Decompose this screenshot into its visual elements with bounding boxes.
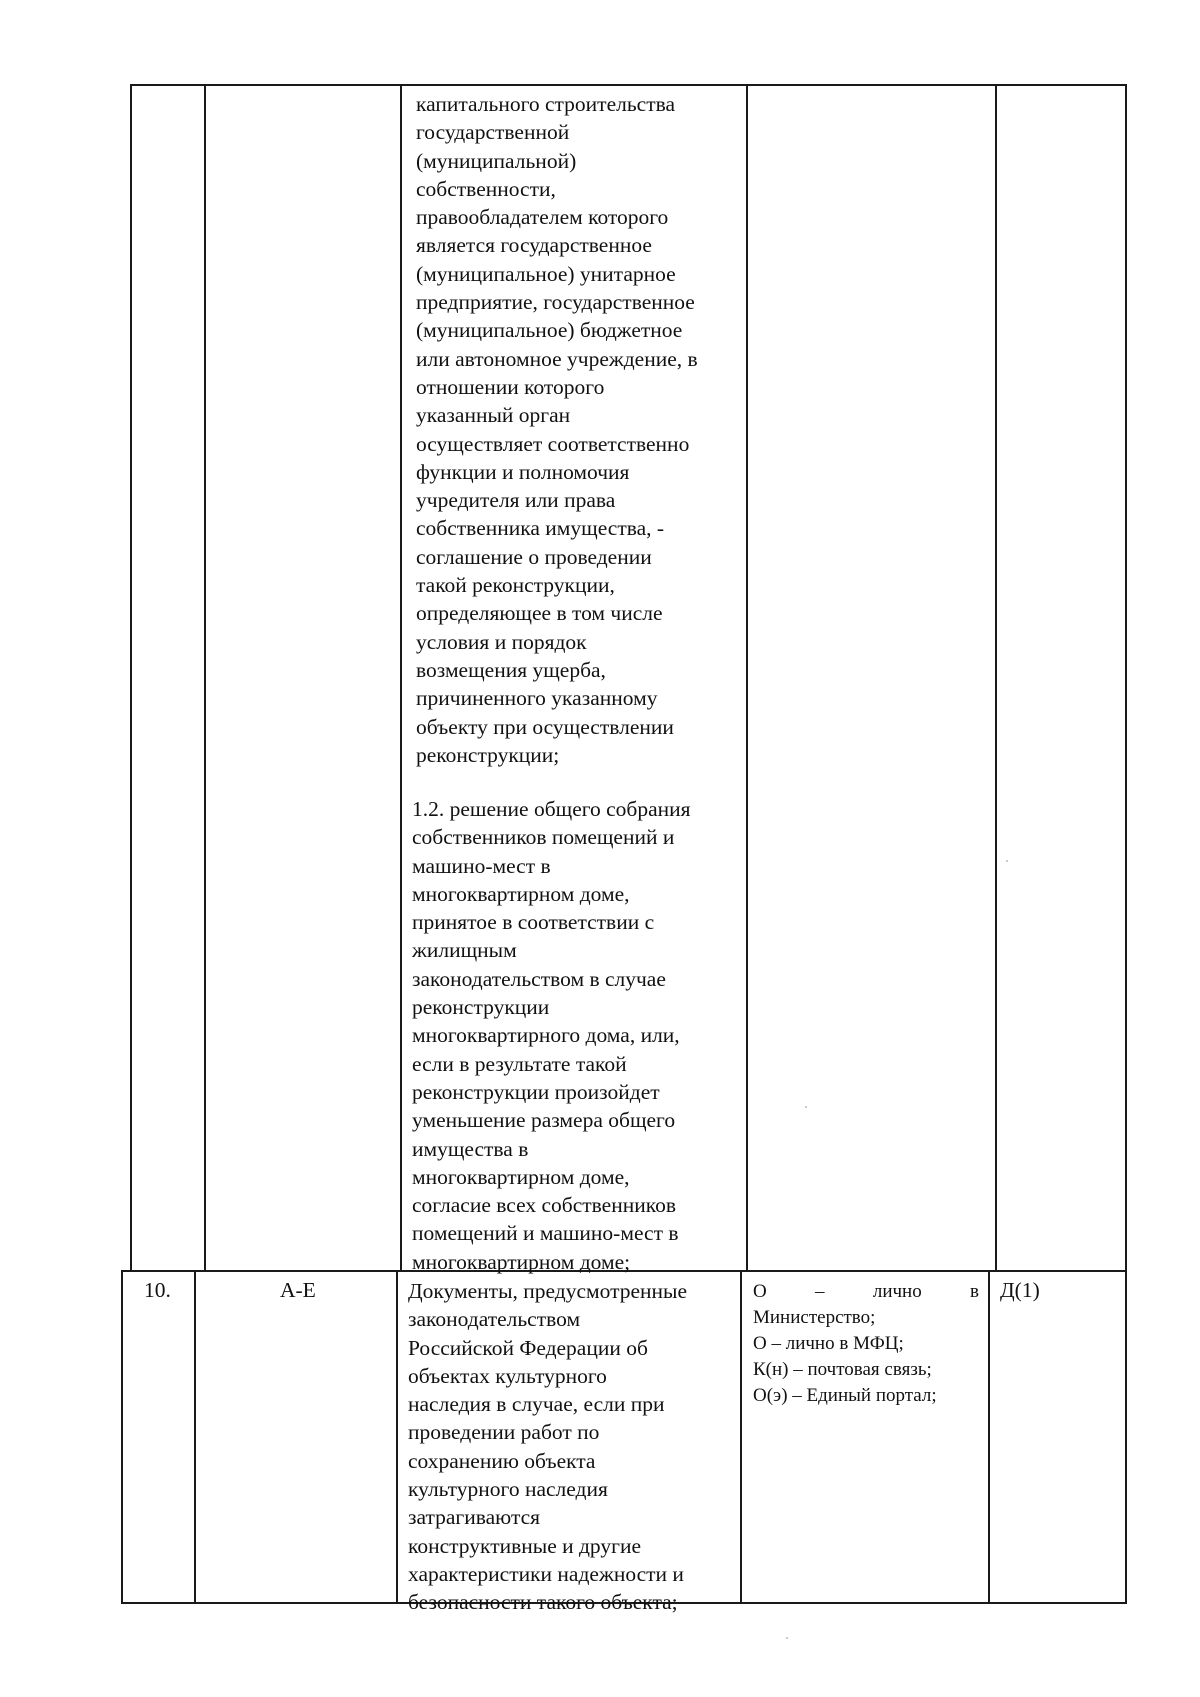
text-line: такой реконструкции,: [416, 573, 615, 598]
text-line: реконструкции;: [416, 742, 560, 767]
text-line: если в результате такой: [412, 1051, 627, 1076]
applicant-category: А-Е: [280, 1278, 316, 1302]
text-line: объектах культурного: [408, 1363, 607, 1388]
text-line: Российской Федерации об: [408, 1335, 648, 1360]
text-line: (муниципальное) бюджетное: [416, 318, 683, 343]
table-top-border: [130, 84, 1127, 86]
scan-speck: [1006, 860, 1008, 862]
text-line: или автономное учреждение, в: [416, 346, 698, 371]
text-line: собственников помещений и: [412, 825, 675, 850]
text-line: реконструкции произойдет: [412, 1079, 660, 1104]
text-line: затрагиваются: [408, 1505, 541, 1530]
text-line: законодательством в случае: [412, 966, 666, 991]
scan-speck: [786, 1637, 788, 1639]
column-divider-2: [400, 84, 402, 1272]
column-divider-2-lower: [396, 1270, 398, 1604]
text-line: условия и порядок: [416, 629, 587, 654]
column-divider-1-lower: [194, 1270, 196, 1604]
table-left-border: [130, 84, 132, 1272]
submission-method: Министерство;: [753, 1307, 876, 1328]
text-line: предприятие, государственное: [416, 290, 695, 315]
column-divider-4-lower: [988, 1270, 990, 1604]
text-line: отношении которого: [416, 374, 605, 399]
text-line: объекту при осуществлении: [416, 714, 674, 739]
text-line: (муниципальной): [416, 148, 577, 173]
text-line: многоквартирном доме,: [412, 881, 630, 906]
text-line: безопасности такого объекта;: [408, 1590, 678, 1615]
text-line: 1.2. решение общего собрания: [412, 797, 691, 821]
text-line: проведении работ по: [408, 1420, 600, 1445]
row-10-document-text: [408, 1277, 730, 1617]
text-line: капитального строительства: [416, 92, 676, 116]
column-divider-3-lower: [740, 1270, 742, 1604]
text-line: машино-мест в: [412, 853, 551, 878]
text-line: правообладателем которого: [416, 205, 669, 230]
text-line: многоквартирном доме,: [412, 1164, 630, 1189]
text-line: Документы, предусмотренные: [408, 1279, 688, 1303]
text-line: культурного наследия: [408, 1477, 608, 1502]
submission-method: О(э) – Единый портал;: [753, 1385, 937, 1406]
text-line: указанный орган: [416, 403, 571, 428]
text-line: осуществляет соответственно: [416, 431, 690, 456]
text-line: собственника имущества, -: [416, 516, 665, 541]
text-line: функции и полномочия: [416, 459, 630, 484]
submission-method: О – лично в: [753, 1281, 979, 1302]
table-right-border: [1125, 84, 1127, 1272]
text-line: законодательством: [408, 1307, 581, 1332]
row-number: 10.: [144, 1278, 171, 1302]
table-right-border-lower: [1125, 1270, 1127, 1604]
text-line: является государственное: [416, 233, 652, 258]
text-line: собственности,: [416, 176, 556, 201]
text-line: наследия в случае, если при: [408, 1392, 665, 1417]
text-line: принятое в соответствии с: [412, 910, 655, 935]
column-divider-3: [746, 84, 748, 1272]
column-divider-4: [995, 84, 997, 1272]
text-line: конструктивные и другие: [408, 1533, 642, 1558]
scan-speck: [805, 1106, 807, 1108]
text-line: определяющее в том числе: [416, 601, 663, 626]
continued-document-text-1-2: [412, 795, 734, 1276]
text-line: имущества в: [412, 1136, 529, 1161]
text-line: возмещения ущерба,: [416, 657, 606, 682]
text-line: многоквартирного дома, или,: [412, 1023, 680, 1048]
document-code: Д(1): [1000, 1278, 1040, 1302]
continued-document-text: [416, 90, 736, 769]
text-line: помещений и машино-мест в: [412, 1221, 679, 1246]
text-line: сохранению объекта: [408, 1448, 596, 1473]
text-line: (муниципальное) унитарное: [416, 261, 676, 286]
text-line: соглашение о проведении: [416, 544, 652, 569]
column-divider-1: [204, 84, 206, 1272]
text-line: причиненного указанному: [416, 686, 658, 711]
submission-methods: [753, 1279, 979, 1409]
text-line: учредителя или права: [416, 488, 616, 513]
table-left-border-lower: [121, 1270, 123, 1604]
submission-method: К(н) – почтовая связь;: [753, 1359, 932, 1380]
text-line: согласие всех собственников: [412, 1193, 676, 1218]
text-line: характеристики надежности и: [408, 1561, 684, 1586]
submission-method: О – лично в МФЦ;: [753, 1333, 904, 1354]
text-line: реконструкции: [412, 995, 550, 1020]
text-line: уменьшение размера общего: [412, 1108, 676, 1133]
text-line: жилищным: [412, 938, 517, 963]
text-line: многоквартирном доме;: [412, 1249, 631, 1274]
text-line: государственной: [416, 120, 570, 145]
